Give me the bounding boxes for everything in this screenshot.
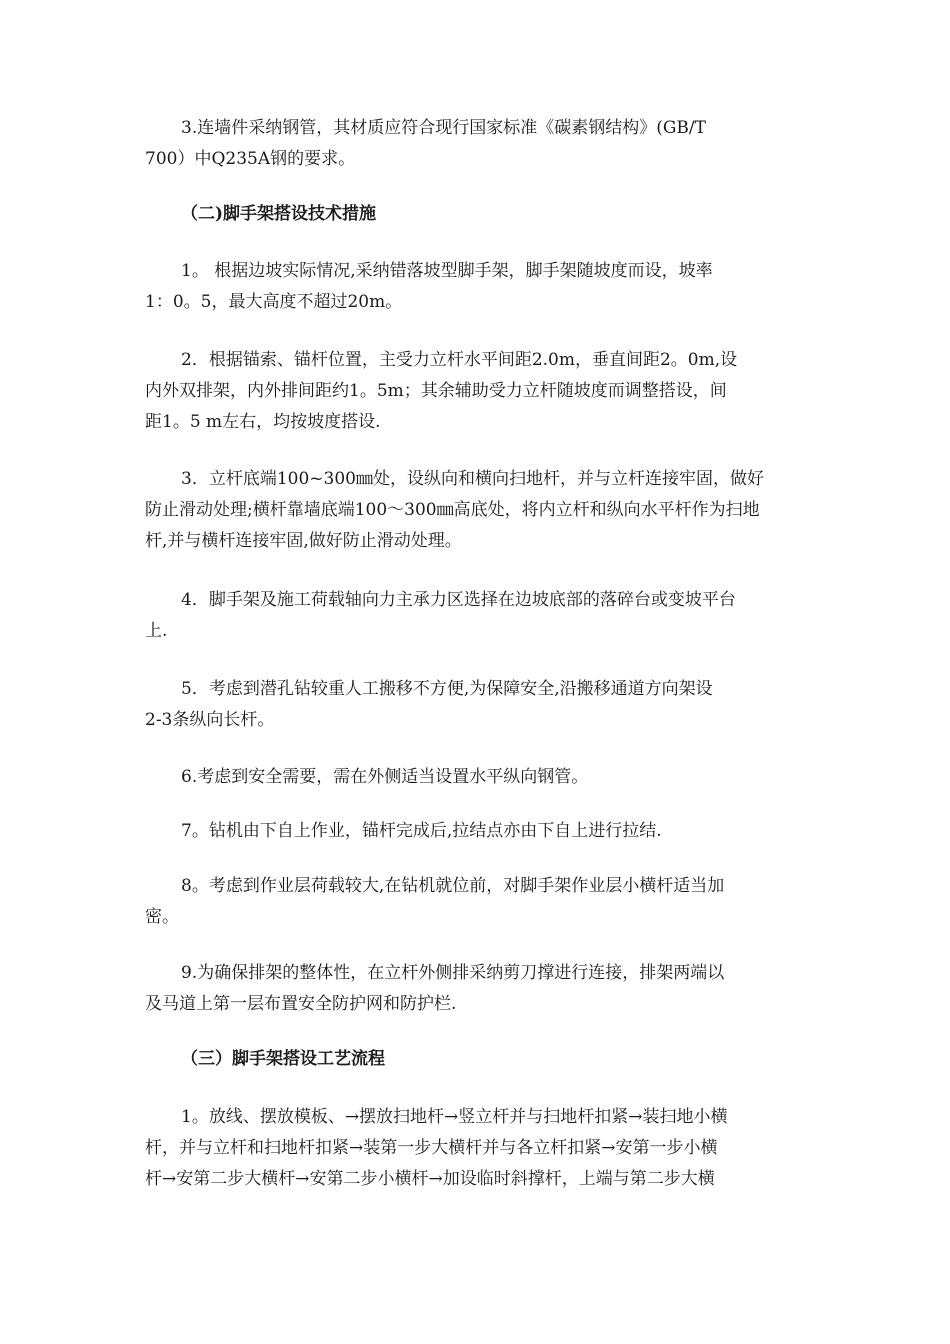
text-line: 6.考虑到安全需要，需在外侧适当设置水平纵向钢管。: [181, 767, 589, 787]
text-line: 1。放线、摆放模板、→摆放扫地杆→竖立杆并与扫地杆扣紧→装扫地小横: [181, 1107, 728, 1127]
section-heading-technical-measures: （二)脚手架搭设技术措施: [181, 204, 377, 224]
text-line: 8。考虑到作业层荷载较大,在钻机就位前，对脚手架作业层小横杆适当加: [181, 876, 725, 896]
paragraph-item-4: [145, 585, 805, 647]
text-line: 上.: [145, 621, 168, 641]
text-line: 3.连墙件采纳钢管，其材质应符合现行国家标准《碳素钢结构》(GB/T: [181, 118, 706, 138]
text-line: 杆，并与立杆和扫地杆扣紧→装第一步大横杆并与各立杆扣紧→安第一步小横: [145, 1138, 718, 1158]
text-line: 5．考虑到潜孔钻较重人工搬移不方便,为保障安全,沿搬移通道方向架设: [181, 679, 713, 699]
paragraph-item-8: [145, 871, 805, 933]
text-line: 2-3条纵向长杆。: [145, 710, 275, 730]
text-line: 9.为确保排架的整体性，在立杆外侧排采纳剪刀撑进行连接，排架两端以: [181, 963, 725, 983]
paragraph-connector-material: [145, 113, 805, 175]
text-line: 防止滑动处理;横杆靠墙底端100～300㎜高底处，将内立杆和纵向水平杆作为扫地: [145, 500, 760, 520]
paragraph-item-7: [145, 816, 805, 847]
text-line: 3．立杆底端100~300㎜处，设纵向和横向扫地杆，并与立杆连接牢固，做好: [181, 469, 764, 489]
text-line: 1。 根据边坡实际情况,采纳错落坡型脚手架，脚手架随坡度而设，坡率: [181, 261, 713, 281]
paragraph-item-6: [145, 762, 805, 793]
text-line: 4．脚手架及施工荷载轴向力主承力区选择在边坡底部的落碎台或变坡平台: [181, 590, 736, 610]
text-line: 杆→安第二步大横杆→安第二步小横杆→加设临时斜撑杆，上端与第二步大横: [145, 1169, 715, 1189]
paragraph-item-5: [145, 674, 805, 736]
text-line: 距1。5 m左右，均按坡度搭设.: [145, 412, 381, 432]
text-line: 杆,并与横杆连接牢固,做好防止滑动处理。: [145, 531, 462, 551]
paragraph-process-step-1: [145, 1102, 805, 1195]
paragraph-item-2: [145, 345, 805, 438]
text-line: 2．根据锚索、锚杆位置，主受力立杆水平间距2.0m，垂直间距2。0m,设: [181, 350, 738, 370]
text-line: 密。: [145, 907, 179, 927]
text-line: 内外双排架，内外排间距约1。5m；其余辅助受力立杆随坡度而调整搭设，间: [145, 381, 727, 401]
paragraph-item-3: [145, 464, 805, 557]
text-line: 1：0。5，最大高度不超过20m。: [145, 292, 403, 312]
paragraph-item-9: [145, 958, 805, 1020]
paragraph-item-1: [145, 256, 805, 318]
text-line: 700）中Q235A钢的要求。: [145, 149, 356, 169]
text-line: 及马道上第一层布置安全防护网和防护栏.: [145, 994, 457, 1014]
text-line: 7。钻机由下自上作业，锚杆完成后,拉结点亦由下自上进行拉结.: [181, 821, 662, 841]
section-heading-process-flow: （三）脚手架搭设工艺流程: [181, 1049, 385, 1069]
